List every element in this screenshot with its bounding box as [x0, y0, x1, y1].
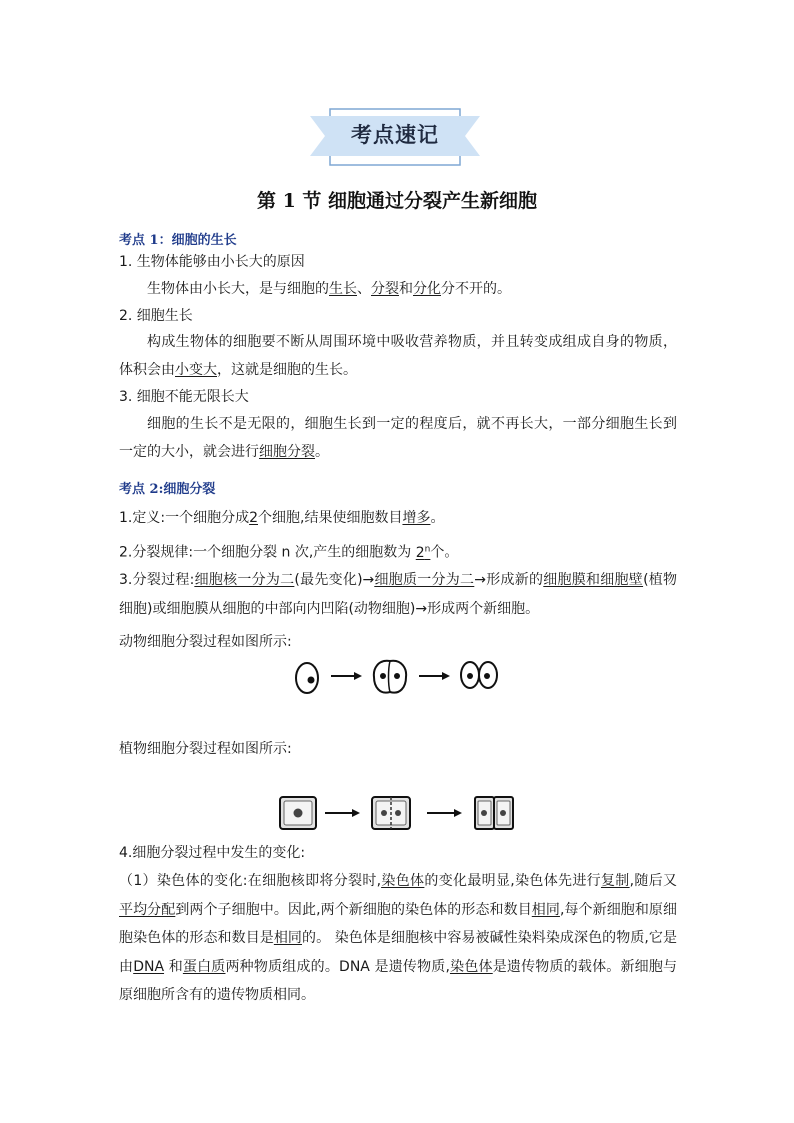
animal-cell-stage-1	[296, 663, 318, 693]
plant-caption: 植物细胞分裂过程如图所示:	[119, 741, 292, 757]
arrow-icon	[427, 809, 462, 817]
section-title: 第 1 节 细胞通过分裂产生新细胞	[256, 190, 538, 212]
kp1-item1-body: 生物体由小长大，是与细胞的生长、分裂和分化分不开的。	[147, 281, 511, 297]
changes-heading: 4.细胞分裂过程中发生的变化:	[119, 845, 306, 861]
kp1-heading: 考点 1：细胞的生长	[119, 233, 237, 248]
kp2-process: 3.分裂过程:细胞核一分为二(最先变化)→细胞质一分为二→形成新的细胞膜和细胞壁(植物细胞)或细胞膜从细胞的中部向内凹陷(动物细胞)→形成两个新细胞。	[119, 572, 678, 617]
banner-label: 考点速记	[351, 123, 439, 147]
arrow-icon	[331, 672, 362, 680]
plant-cell-stage-3	[475, 797, 513, 829]
animal-cell-stage-2	[374, 661, 406, 693]
plant-cell-stage-1	[280, 797, 316, 829]
kp1-item2-head: 2. 细胞生长	[119, 308, 193, 324]
plant-cell-stage-2	[372, 797, 410, 829]
arrow-icon	[419, 672, 450, 680]
kp2-definition: 1.定义:一个细胞分成2个细胞,结果使细胞数目增多。	[119, 510, 445, 526]
kp1-item2-body: 构成生物体的细胞要不断从周围环境中吸收营养物质，并且转变成组成自身的物质，体积会由小变大，这就是细胞的生长。	[119, 334, 677, 378]
animal-cell-division-figure	[290, 655, 505, 700]
changes-body: （1）染色体的变化:在细胞核即将分裂时,染色体的变化最明显,染色体先进行复制,随后又平均分配到两个子细胞中。因此,两个新细胞的染色体的形态和数目相同,每个新细胞和原细胞染色体的形态和数目是相同的。 染色体是细胞核中容易被碱性染料染成深色的物质,它是由DNA 和蛋白质两种物质组成的。DNA 是遗传物质,染色体是遗传物质的载体。新细胞与原细胞所含有的遗传物质相同。	[119, 873, 678, 1003]
kp2-heading: 考点 2:细胞分裂	[119, 482, 216, 497]
animal-caption: 动物细胞分裂过程如图所示:	[119, 634, 292, 650]
kp1-item1-head: 1. 生物体能够由小长大的原因	[119, 254, 305, 270]
animal-cell-stage-3	[461, 662, 497, 688]
section-banner	[305, 108, 485, 166]
kp1-item3-body: 细胞的生长不是无限的，细胞生长到一定的程度后，就不再长大，一部分细胞生长到一定的大小，就会进行细胞分裂。	[119, 416, 677, 460]
plant-cell-division-figure	[272, 793, 522, 835]
kp2-rule: 2.分裂规律:一个细胞分裂 n 次,产生的细胞数为 2$^n$个。	[119, 544, 459, 561]
kp1-item3-head: 3. 细胞不能无限长大	[119, 389, 249, 405]
arrow-icon	[325, 809, 360, 817]
